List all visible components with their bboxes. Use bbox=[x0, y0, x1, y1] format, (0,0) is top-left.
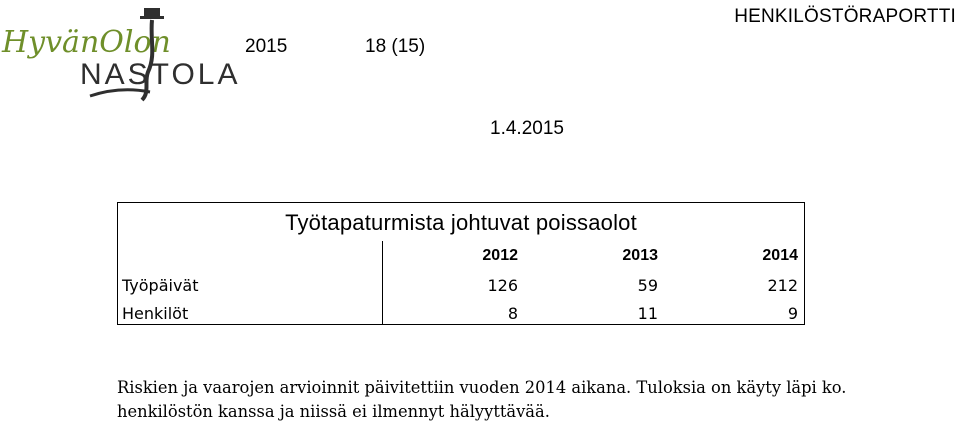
header-year: 2015 bbox=[245, 36, 288, 57]
header-page-number: 18 (15) bbox=[365, 36, 426, 57]
logo-script-text: HyvänOlon bbox=[2, 25, 171, 60]
column-header-2012: 2012 bbox=[482, 247, 518, 264]
logo-hat-icon bbox=[144, 8, 160, 16]
note-line-1: Riskien ja vaarojen arvioinnit päivitettiin vuoden 2014 aikana. Tuloksia on käyty läpi ko. bbox=[117, 378, 847, 397]
logo-main-text: NASTOLA bbox=[80, 58, 240, 91]
table-divider-vertical bbox=[382, 241, 383, 325]
row-label-tyopaivat: Työpäivät bbox=[122, 276, 199, 295]
table-cell: 9 bbox=[787, 304, 798, 323]
table-cell: 126 bbox=[487, 276, 518, 295]
row-label-henkilot: Henkilöt bbox=[122, 304, 189, 323]
column-header-2013: 2013 bbox=[622, 247, 658, 264]
nastola-logo bbox=[0, 0, 240, 110]
table-cell: 11 bbox=[637, 304, 658, 323]
column-header-2014: 2014 bbox=[762, 247, 798, 264]
header-report-title: HENKILÖSTÖRAPORTTI bbox=[734, 6, 956, 27]
note-line-2: henkilöstön kanssa ja niissä ei ilmennyt hälyyttävää. bbox=[117, 402, 550, 421]
absence-table bbox=[117, 202, 805, 325]
table-title: Työtapaturmista johtuvat poissaolot bbox=[285, 210, 637, 235]
table-cell: 8 bbox=[507, 304, 518, 323]
header-date: 1.4.2015 bbox=[490, 118, 564, 139]
table-cell: 59 bbox=[637, 276, 658, 295]
table-cell: 212 bbox=[767, 276, 798, 295]
risk-assessment-note bbox=[117, 376, 957, 424]
